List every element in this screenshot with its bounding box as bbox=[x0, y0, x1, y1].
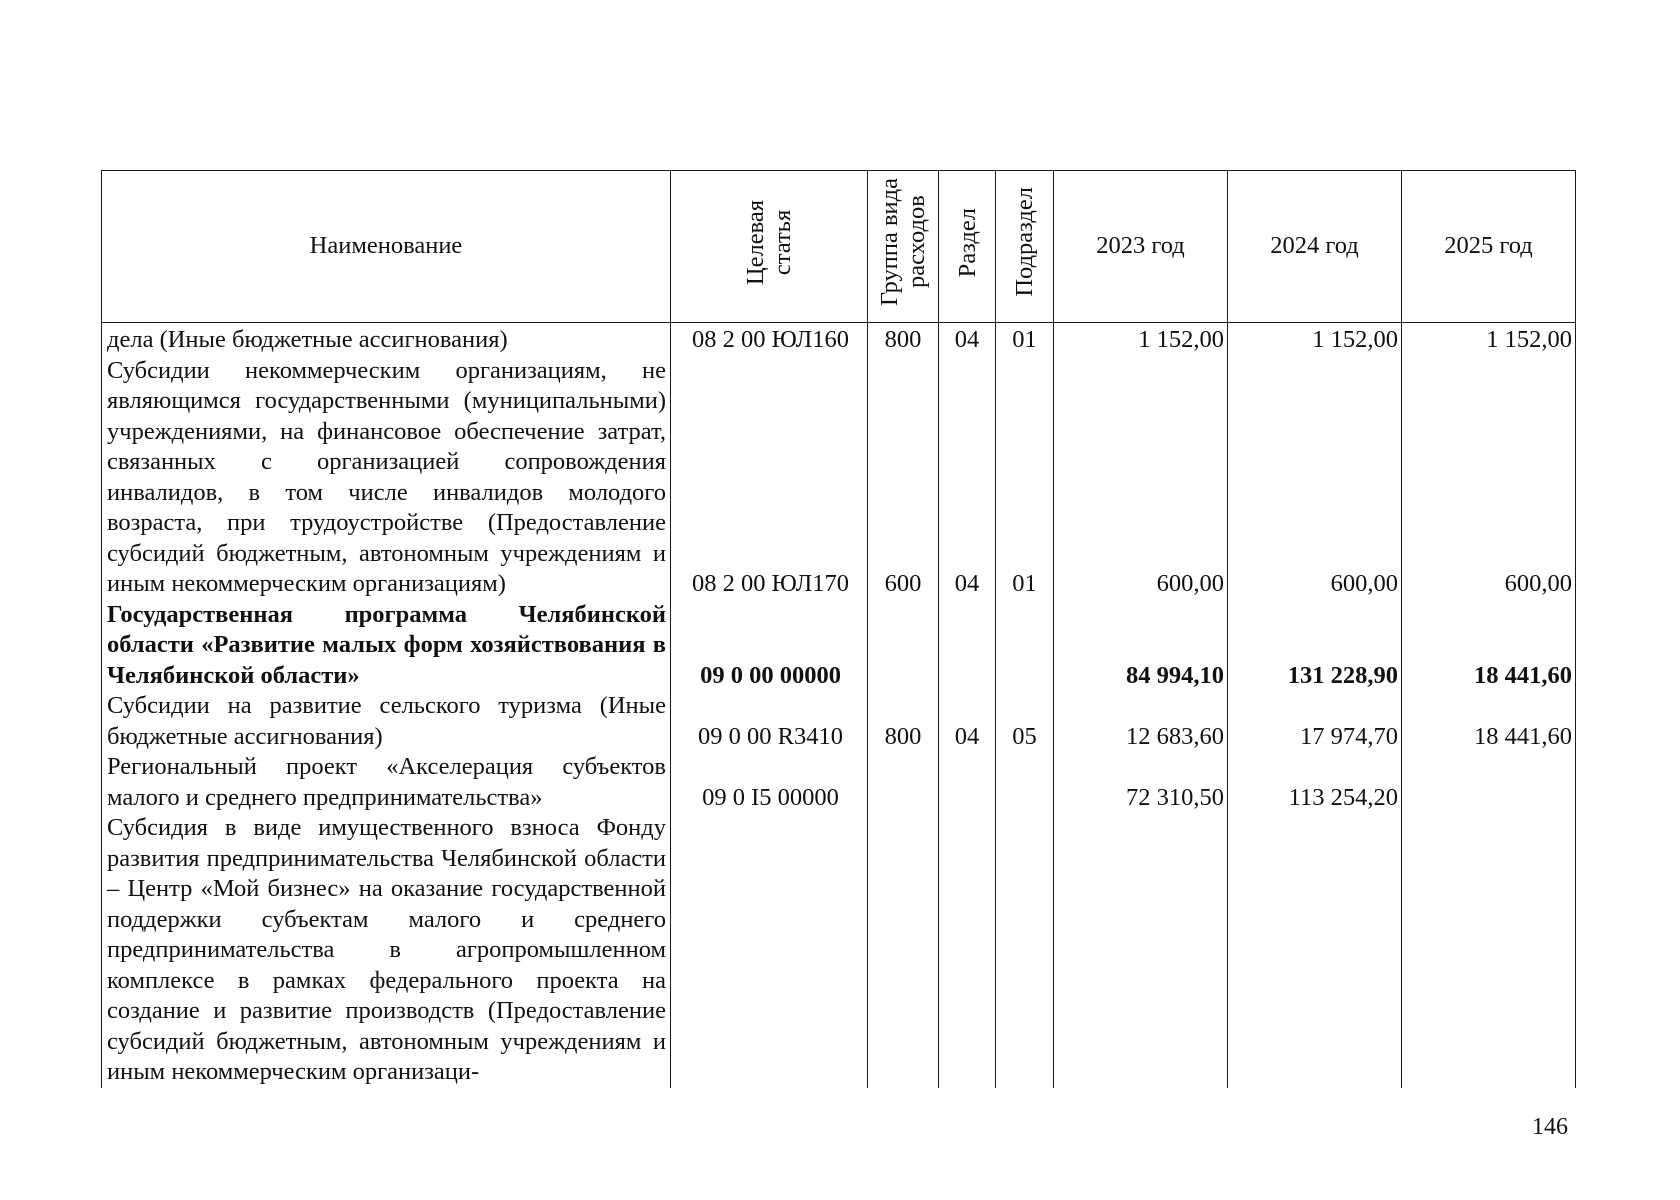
table-row bbox=[102, 813, 1576, 1088]
row-code: 09 0 00 R3410 bbox=[671, 691, 868, 752]
row-name: дела (Иные бюджетные ассигнования) bbox=[102, 323, 671, 356]
row-section: 04 bbox=[939, 323, 996, 356]
row-section bbox=[939, 600, 996, 692]
row-section bbox=[939, 752, 996, 813]
page-number: 146 bbox=[1532, 1114, 1568, 1140]
row-2024: 17 974,70 bbox=[1228, 691, 1402, 752]
row-group: 600 bbox=[868, 356, 939, 600]
row-name: Государственная программа Челябинской области «Развитие малых форм хозяйствования в Челябинской области» bbox=[102, 600, 671, 692]
header-2023: 2023 год bbox=[1054, 171, 1228, 323]
header-subsection: Подраздел bbox=[996, 171, 1054, 323]
row-group bbox=[868, 813, 939, 1088]
row-subsection: 01 bbox=[996, 356, 1054, 600]
row-code: 09 0 I5 00000 bbox=[671, 752, 868, 813]
row-2023: 1 152,00 bbox=[1054, 323, 1228, 356]
row-subsection bbox=[996, 600, 1054, 692]
row-group: 800 bbox=[868, 323, 939, 356]
row-2024: 131 228,90 bbox=[1228, 600, 1402, 692]
header-section: Раздел bbox=[939, 171, 996, 323]
row-group bbox=[868, 752, 939, 813]
table-row bbox=[102, 752, 1576, 813]
row-2024 bbox=[1228, 813, 1402, 1088]
row-2025: 1 152,00 bbox=[1402, 323, 1576, 356]
row-section: 04 bbox=[939, 691, 996, 752]
row-name: Субсидии на развитие сельского туризма (Иные бюджетные ассигнования) bbox=[102, 691, 671, 752]
table-row bbox=[102, 600, 1576, 692]
row-2025 bbox=[1402, 813, 1576, 1088]
row-code: 09 0 00 00000 bbox=[671, 600, 868, 692]
row-2023: 84 994,10 bbox=[1054, 600, 1228, 692]
row-2025: 18 441,60 bbox=[1402, 691, 1576, 752]
row-subsection: 05 bbox=[996, 691, 1054, 752]
row-2023 bbox=[1054, 813, 1228, 1088]
row-2025 bbox=[1402, 752, 1576, 813]
row-2023: 600,00 bbox=[1054, 356, 1228, 600]
row-group bbox=[868, 600, 939, 692]
row-2024: 1 152,00 bbox=[1228, 323, 1402, 356]
header-name: Наименование bbox=[102, 171, 671, 323]
budget-table bbox=[101, 170, 1576, 1088]
table-row bbox=[102, 691, 1576, 752]
row-code: 08 2 00 ЮЛ160 bbox=[671, 323, 868, 356]
header-2024: 2024 год bbox=[1228, 171, 1402, 323]
row-section bbox=[939, 813, 996, 1088]
table-header bbox=[102, 171, 1576, 323]
table-body bbox=[102, 323, 1576, 1088]
row-2023: 12 683,60 bbox=[1054, 691, 1228, 752]
table-row bbox=[102, 323, 1576, 356]
row-section: 04 bbox=[939, 356, 996, 600]
table-row bbox=[102, 356, 1576, 600]
row-2024: 600,00 bbox=[1228, 356, 1402, 600]
row-name: Региональный проект «Акселерация субъектов малого и среднего предпринимательства» bbox=[102, 752, 671, 813]
row-2025: 18 441,60 bbox=[1402, 600, 1576, 692]
header-code: Целевая статья bbox=[671, 171, 868, 323]
row-code bbox=[671, 813, 868, 1088]
row-code: 08 2 00 ЮЛ170 bbox=[671, 356, 868, 600]
row-name: Субсидии некоммерческим организациям, не являющимся государственными (муниципальными) учреждениями, на финансовое обеспечение затрат, связанных с организацией сопровождения инвалидов, в том числе инвалидов молодого возраста, при трудоустройстве (Предоставление субсидий бюджетным, автономным учреждениям и иным некоммерческим организациям) bbox=[102, 356, 671, 600]
row-group: 800 bbox=[868, 691, 939, 752]
row-2024: 113 254,20 bbox=[1228, 752, 1402, 813]
row-subsection: 01 bbox=[996, 323, 1054, 356]
row-subsection bbox=[996, 752, 1054, 813]
row-subsection bbox=[996, 813, 1054, 1088]
header-group: Группа вида расходов bbox=[868, 171, 939, 323]
header-2025: 2025 год bbox=[1402, 171, 1576, 323]
row-2023: 72 310,50 bbox=[1054, 752, 1228, 813]
row-name: Субсидия в виде имущественного взноса Фонду развития предпринимательства Челябинской области – Центр «Мой бизнес» на оказание государственной поддержки субъектам малого и среднего предпринимательства в агропромышленном комплексе в рамках федерального проекта на создание и развитие производств (Предоставление субсидий бюджетным, автономным учреждениям и иным некоммерческим организаци- bbox=[102, 813, 671, 1088]
row-2025: 600,00 bbox=[1402, 356, 1576, 600]
